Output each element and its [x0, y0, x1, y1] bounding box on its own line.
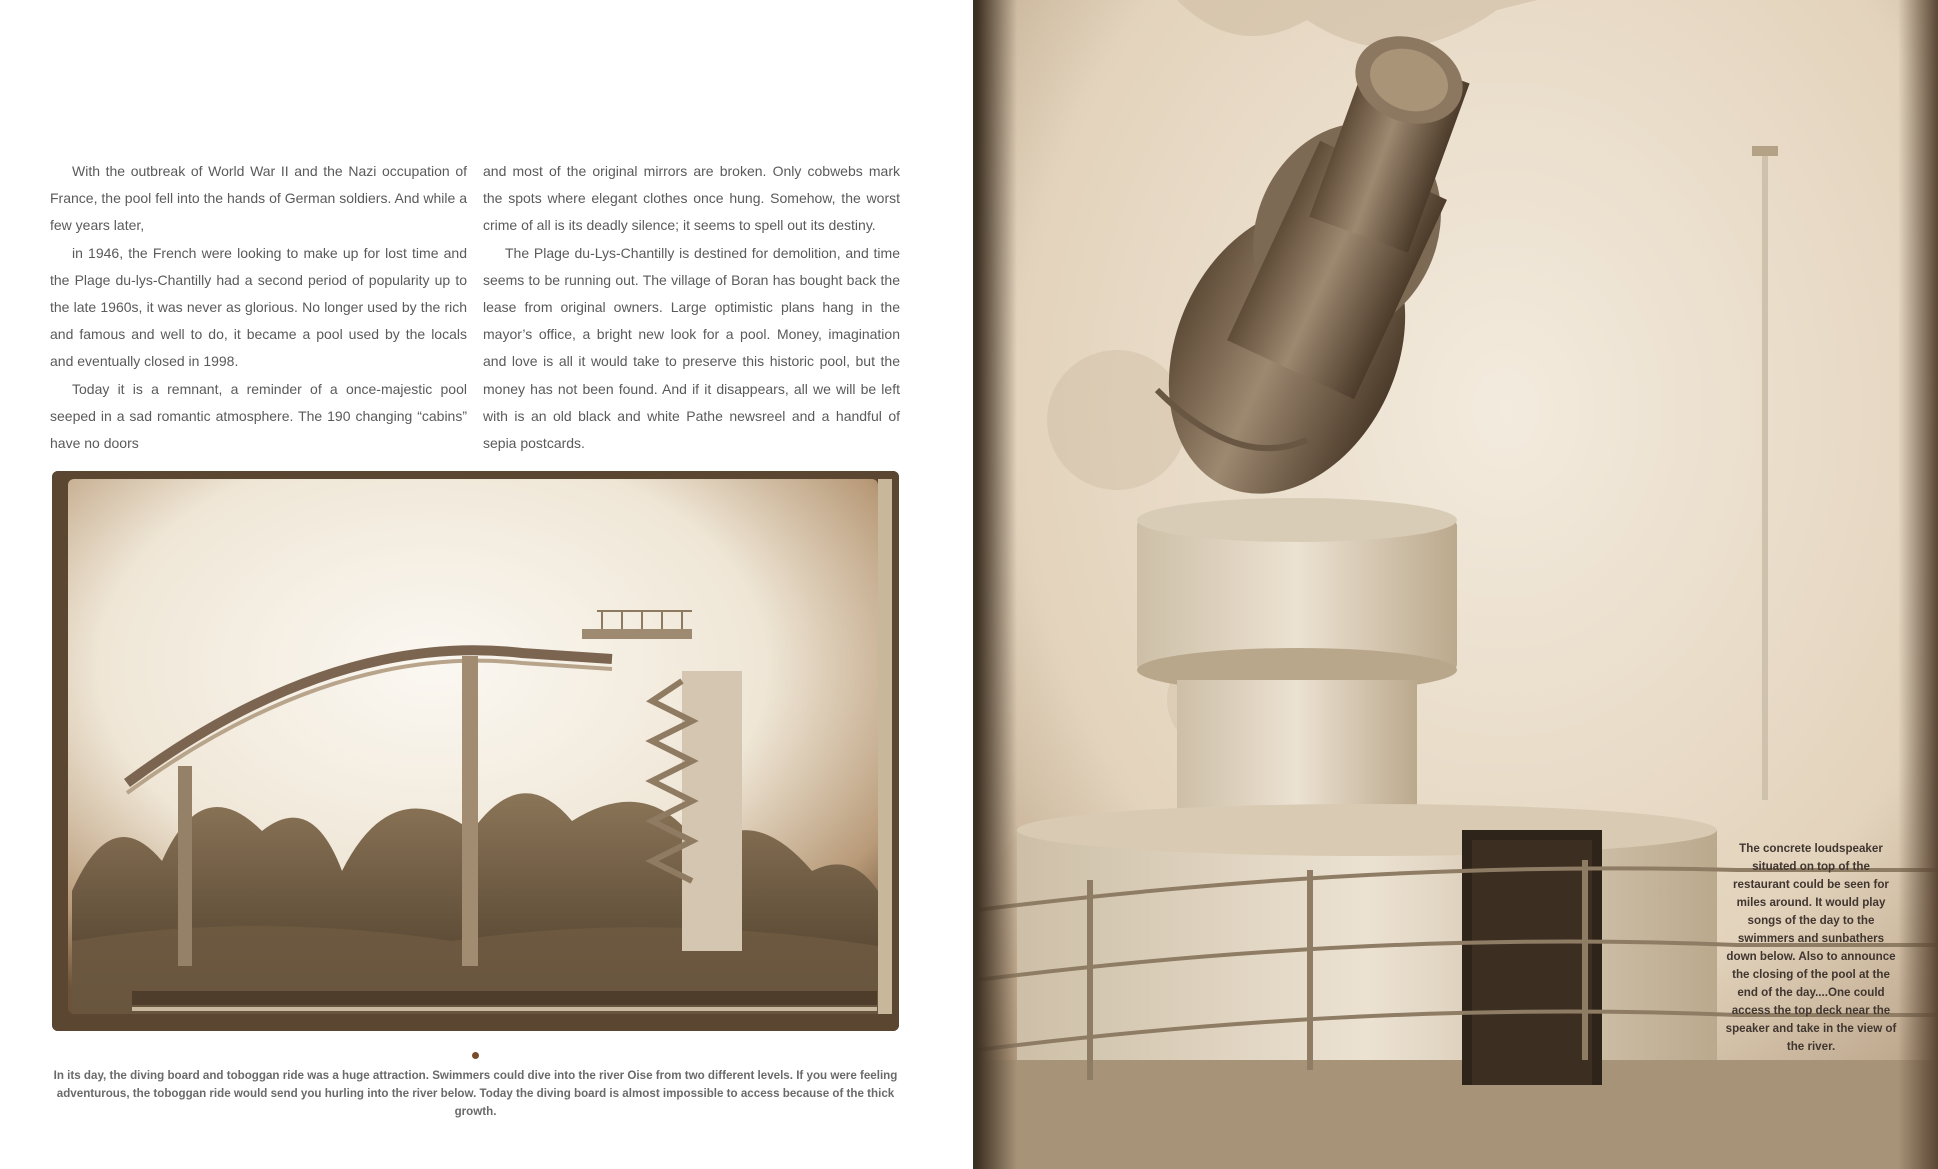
slide-support [178, 766, 192, 966]
diving-platform [582, 629, 692, 639]
diving-board-illustration [52, 471, 899, 1031]
slide-support [462, 656, 478, 966]
photo-caption: In its day, the diving board and toboggan ride was a huge attraction. Swimmers could dive into the river Oise from two different levels. If you were feeling adventurous, the toboggan ride would send you hurling into the river below. Today the diving board is almost impossible to access because of the thick growth. [53, 1069, 898, 1118]
paragraph: The Plage du-Lys-Chantilly is destined for demolition, and time seems to be running out. The village of Boran has bought back the lease from original owners. Large optimistic plans hang in the mayor’s office, a bright new look for a pool. Money, imagination and love is all it would take to preserve this historic pool, but the money has not been found. And if it disappears, all we will be left with is an old black and white Pathe newsreel and a handful of sepia postcards. [483, 244, 900, 452]
diving-board-photo [52, 471, 899, 1031]
article-column-left [50, 158, 467, 457]
paragraph: With the outbreak of World War II and the Nazi occupation of France, the pool fell into the hands of German soldiers. And while a few years later, [50, 163, 467, 234]
page-marker-dot [472, 1052, 479, 1059]
article-column-right [483, 158, 900, 457]
paragraph: and most of the original mirrors are broken. Only cobwebs mark the spots where elegant clothes once hung. Somehow, the worst crime of all is its deadly silence; it seems to spell out its destiny. [483, 163, 900, 234]
photo-caption: The concrete loudspeaker situated on top of the restaurant could be seen for miles around. It would play songs of the day to the swimmers and sunbathers down below. Also to announce the closing of the pool at the end of the day....One could access the top deck near the speaker and take in the view of the river. [1725, 842, 1897, 1053]
article-text [50, 158, 900, 457]
flagpole [1762, 150, 1768, 800]
paragraph: Today it is a remnant, a reminder of a once-majestic pool seeped in a sad romantic atmosphere. The 190 changing “cabins” have no doors [50, 380, 467, 452]
diving-tower [682, 671, 742, 951]
speaker-base [1137, 520, 1457, 670]
paragraph: in 1946, the French were looking to make up for lost time and the Plage du-lys-Chantilly had a second period of popularity up to the late 1960s, it was never as glorious. No longer used by the rich and famous and well to do, it became a pool used by the locals and eventually closed in 1998. [50, 244, 467, 370]
